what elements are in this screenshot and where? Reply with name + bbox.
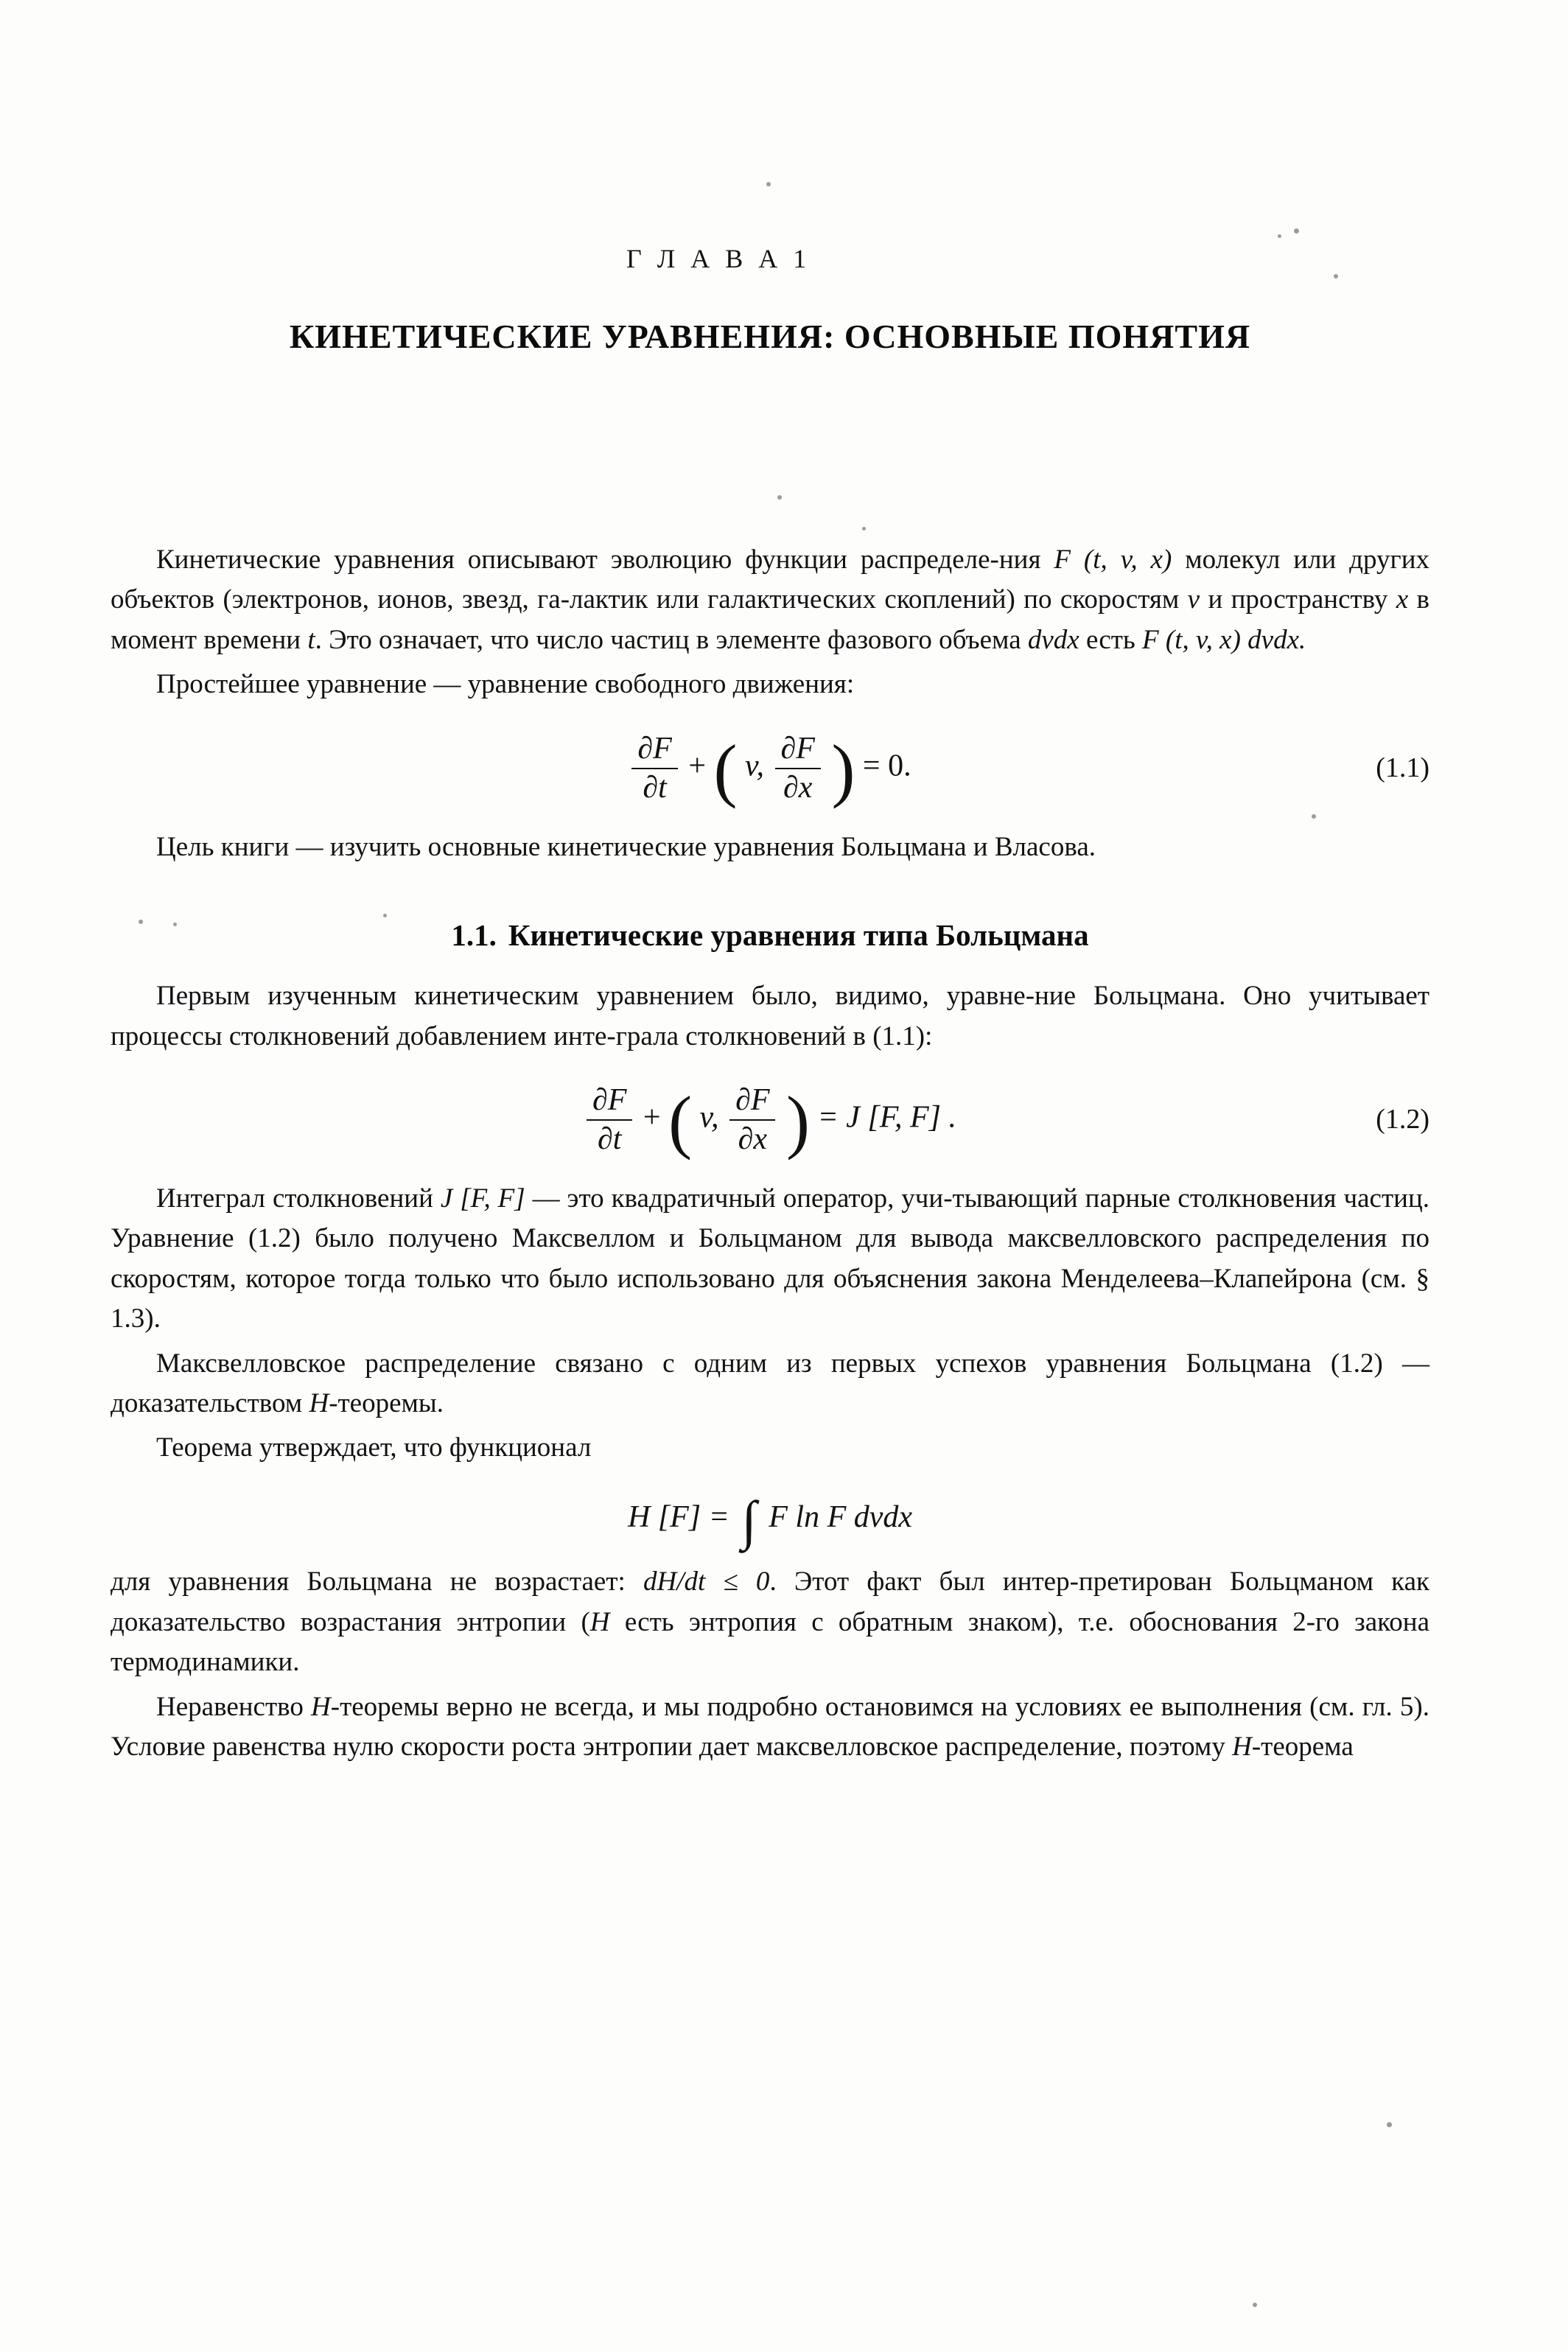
scan-speck xyxy=(1253,2303,1257,2307)
equation-1-2 xyxy=(111,1082,1429,1161)
eq1-1-lhs-numerator: ∂F xyxy=(631,732,677,769)
eq1-2-lhs-denominator: ∂t xyxy=(597,1121,622,1156)
eq-H-lhs: H [F] = xyxy=(627,1499,729,1534)
p1-text-e: . Это означает, что число частиц в элементе фазового объема xyxy=(315,624,1028,655)
p6-text-b: -теоремы. xyxy=(329,1387,444,1418)
p1-math-t: t xyxy=(307,624,315,655)
p6-text-a: Максвелловское распределение связано с одним из первых успехов уравнения Больцмана (1.2) — доказательством xyxy=(111,1348,1429,1418)
eq1-1-plus: + xyxy=(688,749,707,783)
p1-text-a: Кинетические уравнения описывают эволюцию функции распределе-ния xyxy=(156,545,1054,575)
p8-math-dHdt: dH/dt ≤ 0 xyxy=(643,1567,770,1597)
scan-speck xyxy=(1387,2122,1392,2127)
paragraph-6 xyxy=(111,1344,1429,1424)
eq1-1-inner-fraction xyxy=(775,732,821,805)
chapter-label: Г Л А В А 1 xyxy=(626,244,811,273)
page-content xyxy=(111,243,1429,1767)
section-heading xyxy=(111,913,1429,957)
eq1-2-inner-denominator: ∂x xyxy=(738,1121,767,1156)
p9-math-H1: H xyxy=(311,1691,331,1722)
equation-1-1 xyxy=(111,729,1429,809)
eq1-2-paren-open: ( xyxy=(668,1082,693,1161)
paragraph-8 xyxy=(111,1562,1429,1682)
equation-H-functional xyxy=(111,1490,1429,1551)
p1-math-F: F (t, v, x) xyxy=(1054,545,1172,575)
p8-text-a: для уравнения Больцмана не возрастает: xyxy=(111,1567,643,1597)
paragraph-7: Теорема утверждает, что функционал xyxy=(156,1432,592,1463)
section-title: Кинетические уравнения типа Больцмана xyxy=(508,917,1089,952)
eq1-2-rhs: = J [F, F] . xyxy=(817,1100,957,1135)
p9-text-a: Неравенство xyxy=(156,1691,312,1722)
p5-text-b: — это квадратичный оператор, учи-тывающий парные столкновения частиц. Уравнение (1.2) было получено Максвеллом и Больцманом для вывода максвелловского распределения по скоростям, которое тогда только что было использовано для объяснения закона Менделеева–Клапейрона (см. § 1.3). xyxy=(111,1183,1429,1334)
paragraph-4: Первым изученным кинетическим уравнением было, видимо, уравне-ние Больцмана. Оно учитывает процессы столкновений добавлением инте-грала столкновений в (1.1): xyxy=(111,981,1429,1051)
p9-text-c: -теорема xyxy=(1251,1731,1354,1762)
p5-text-a: Интеграл столкновений xyxy=(156,1183,441,1214)
eq1-1-rhs: = 0. xyxy=(862,749,911,783)
p1-math-dvdx: dvdx xyxy=(1027,624,1079,655)
scan-speck xyxy=(766,182,771,186)
paragraph-3: Цель книги — изучить основные кинетические уравнения Больцмана и Власова. xyxy=(156,831,1096,862)
p1-text-d: в момент времени xyxy=(111,584,1429,655)
p1-text-b: молекул или других объектов (электронов, ионов, звезд, га-лактик или галактических скоплений) по скоростям xyxy=(111,545,1429,615)
p8-math-H: H xyxy=(589,1606,610,1637)
paragraph-1 xyxy=(111,540,1429,660)
paragraph-5 xyxy=(111,1179,1429,1340)
p1-math-Ftvx: F (t, v, x) dvdx. xyxy=(1142,624,1306,655)
p5-math-J: J [F, F] xyxy=(440,1183,525,1214)
eq1-2-lhs-numerator: ∂F xyxy=(587,1083,632,1121)
paragraph-9 xyxy=(111,1687,1429,1768)
p1-math-v: v xyxy=(1187,584,1200,615)
eq1-1-paren-close: ) xyxy=(831,729,855,809)
eq-H-integrand: F ln F dvdx xyxy=(769,1499,913,1534)
eq1-1-paren-open: ( xyxy=(713,729,738,809)
body-text xyxy=(111,540,1429,1767)
scan-speck xyxy=(1294,228,1299,234)
p1-text-f: есть xyxy=(1079,624,1143,655)
chapter-title: КИНЕТИЧЕСКИЕ УРАВНЕНИЯ: ОСНОВНЫЕ ПОНЯТИЯ xyxy=(289,318,1251,355)
eq1-2-plus: + xyxy=(643,1100,661,1135)
eq1-2-inner-fraction xyxy=(729,1083,775,1157)
equation-number-1-2: (1.2) xyxy=(1376,1104,1429,1135)
eq1-2-inner-numerator: ∂F xyxy=(729,1083,775,1121)
eq1-2-paren-close: ) xyxy=(785,1082,810,1161)
eq1-1-lhs-denominator: ∂t xyxy=(643,770,667,805)
scan-speck xyxy=(1278,234,1281,238)
p8-text-c: есть энтропия с обратным знаком), т.е. обоснования 2-го закона термодинамики. xyxy=(111,1606,1429,1678)
eq1-1-inner-numerator: ∂F xyxy=(775,732,821,769)
eq1-1-inner-denominator: ∂x xyxy=(783,770,813,805)
p1-text-c: и пространству xyxy=(1200,584,1396,615)
section-number: 1.1. xyxy=(451,917,497,952)
eq1-2-lhs-fraction xyxy=(587,1083,632,1157)
p9-text-b: -теоремы верно не всегда, и мы подробно остановимся на условиях ее выполнения (см. гл. 5). Условие равенства нулю скорости роста энтропии дает максвелловское распределение, поэтому xyxy=(111,1691,1429,1762)
p9-math-H2: H xyxy=(1232,1731,1252,1762)
eq1-1-lhs-fraction xyxy=(631,732,677,805)
paragraph-2: Простейшее уравнение — уравнение свободного движения: xyxy=(156,669,855,700)
equation-number-1-1: (1.1) xyxy=(1376,752,1429,783)
p1-math-x: x xyxy=(1396,584,1409,615)
eq1-1-inner-v: v, xyxy=(744,749,765,783)
p8-text-b: . Этот факт был интер-претирован Больцманом как доказательство возрастания энтропии ( xyxy=(111,1567,1429,1637)
p6-math-H: H xyxy=(309,1387,329,1418)
integral-sign: ∫ xyxy=(741,1490,757,1551)
eq1-2-inner-v: v, xyxy=(699,1100,719,1135)
